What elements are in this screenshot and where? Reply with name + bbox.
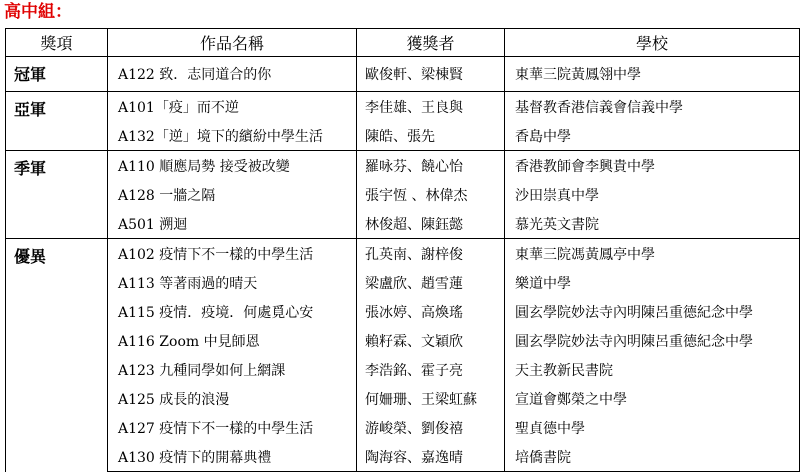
work-cell: A113 等著雨過的晴天 — [108, 268, 357, 297]
winners-cell: 歐俊軒、梁棟賢 — [357, 57, 505, 92]
school-cell: 香港教師會李興貴中學 — [505, 151, 800, 181]
work-cell: A101「疫」而不逆 — [108, 92, 357, 122]
table-row — [6, 121, 800, 151]
school-cell: 基督教香港信義會信義中學 — [505, 92, 800, 122]
table-row — [6, 151, 800, 181]
school-cell: 培僑書院 — [505, 442, 800, 472]
table-row — [6, 326, 800, 355]
header-school: 學校 — [505, 29, 800, 57]
header-work: 作品名稱 — [108, 29, 357, 57]
winners-cell: 羅咏芬、饒心怡 — [357, 151, 505, 181]
winners-cell: 陳皓、張先 — [357, 121, 505, 151]
winners-cell: 李浩銘、霍子亮 — [357, 355, 505, 384]
work-cell: A130 疫情下的開幕典禮 — [108, 442, 357, 472]
school-cell: 圓玄學院妙法寺內明陳呂重德紀念中學 — [505, 297, 800, 326]
school-cell: 天主教新民書院 — [505, 355, 800, 384]
table-row — [6, 239, 800, 269]
work-cell: A102 疫情下不一樣的中學生活 — [108, 239, 357, 269]
work-cell: A115 疫情．疫境．何處覓心安 — [108, 297, 357, 326]
winners-cell: 賴籽霖、文穎欣 — [357, 326, 505, 355]
award-cell: 優異 — [6, 239, 108, 472]
work-cell: A125 成長的浪漫 — [108, 384, 357, 413]
work-cell: A501 溯迴 — [108, 209, 357, 239]
awards-body — [6, 57, 800, 472]
winners-cell: 孔英南、謝梓俊 — [357, 239, 505, 269]
school-cell: 宣道會鄭榮之中學 — [505, 384, 800, 413]
table-row — [6, 297, 800, 326]
work-cell: A127 疫情下不一樣的中學生活 — [108, 413, 357, 442]
table-row — [6, 57, 800, 92]
award-cell: 冠軍 — [6, 57, 108, 92]
work-cell: A128 一牆之隔 — [108, 180, 357, 209]
winners-cell: 陶海容、嘉逸晴 — [357, 442, 505, 472]
work-cell: A110 順應局勢 接受被改變 — [108, 151, 357, 181]
table-row — [6, 268, 800, 297]
school-cell: 聖貞德中學 — [505, 413, 800, 442]
awards-table — [5, 28, 800, 472]
award-cell: 季軍 — [6, 151, 108, 239]
school-cell: 東華三院馮黃鳳亭中學 — [505, 239, 800, 269]
header-award: 獎項 — [6, 29, 108, 57]
school-cell: 香島中學 — [505, 121, 800, 151]
school-cell: 圓玄學院妙法寺內明陳呂重德紀念中學 — [505, 326, 800, 355]
winners-cell: 林俊超、陳鈺懿 — [357, 209, 505, 239]
winners-cell: 梁盧欣、趙雪蓮 — [357, 268, 505, 297]
table-row — [6, 180, 800, 209]
winners-cell: 李佳雄、王良與 — [357, 92, 505, 122]
table-row — [6, 413, 800, 442]
work-cell: A122 致．志同道合的你 — [108, 57, 357, 92]
table-row — [6, 384, 800, 413]
winners-cell: 何姍珊、王梁虹蘇 — [357, 384, 505, 413]
school-cell: 東華三院黃鳳翎中學 — [505, 57, 800, 92]
winners-cell: 游峻榮、劉俊禧 — [357, 413, 505, 442]
work-cell: A132「逆」境下的繽紛中學生活 — [108, 121, 357, 151]
award-cell: 亞軍 — [6, 92, 108, 151]
school-cell: 慕光英文書院 — [505, 209, 800, 239]
winners-cell: 張冰婷、高煥瑤 — [357, 297, 505, 326]
work-cell: A123 九種同學如何上網課 — [108, 355, 357, 384]
section-heading: 高中組： — [4, 2, 72, 22]
school-cell: 樂道中學 — [505, 268, 800, 297]
table-row — [6, 92, 800, 122]
header-row — [6, 29, 800, 57]
header-winners: 獲獎者 — [357, 29, 505, 57]
table-row — [6, 209, 800, 239]
school-cell: 沙田崇真中學 — [505, 180, 800, 209]
table-row — [6, 442, 800, 472]
winners-cell: 張宇恆 、林偉杰 — [357, 180, 505, 209]
work-cell: A116 Zoom 中見師恩 — [108, 326, 357, 355]
table-row — [6, 355, 800, 384]
